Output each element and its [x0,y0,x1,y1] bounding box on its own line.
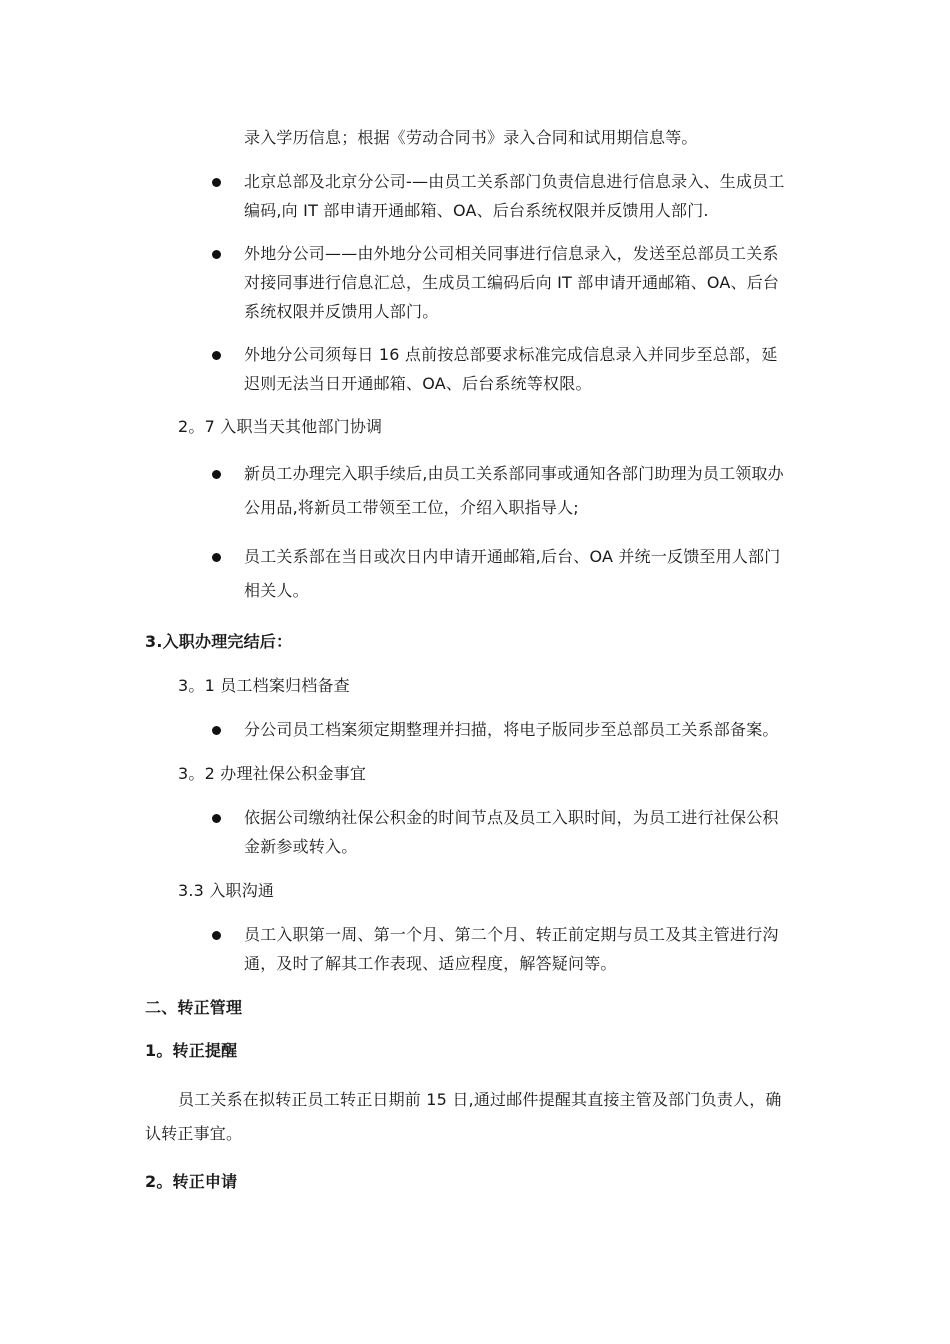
list-item-line: 北京总部及北京分公司-—由员工关系部门负责信息进行信息录入、生成员工 [244,172,785,191]
part-heading: 二、转正管理 [145,998,243,1017]
list-item-line: 员工入职第一周、第一个月、第二个月、转正前定期与员工及其主管进行沟 [244,925,779,944]
list-item-line: 外地分公司——由外地分公司相关同事进行信息录入，发送至总部员工关系 [244,244,779,263]
bullet-dot [212,178,221,187]
list-item-line: 外地分公司须每日 16 点前按总部要求标准完成信息录入并同步至总部，延 [244,345,778,364]
list-item-line: 相关人。 [244,581,309,600]
list-item-line: 新员工办理完入职手续后,由员工关系部同事或通知各部门助理为员工领取办 [244,464,784,483]
subsection-heading: 2。7 入职当天其他部门协调 [178,417,383,436]
paragraph-line: 认转正事宜。 [145,1124,243,1143]
section-heading: 2。转正申请 [145,1172,238,1191]
subsection-heading: 3。2 办理社保公积金事宜 [178,764,367,783]
list-item-line: 依据公司缴纳社保公积金的时间节点及员工入职时间，为员工进行社保公积 [244,808,779,827]
list-item-line: 金新参或转入。 [244,837,358,856]
list-item-line: 迟则无法当日开通邮箱、OA、后台系统等权限。 [244,374,592,393]
bullet-dot [212,470,221,479]
bullet-dot [212,931,221,940]
list-item-line: 分公司员工档案须定期整理并扫描，将电子版同步至总部员工关系部备案。 [244,720,779,739]
list-item-line: 系统权限并反馈用人部门。 [244,302,439,321]
list-item-line: 员工关系部在当日或次日内申请开通邮箱,后台、OA 并统一反馈至用人部门 [244,547,781,566]
subsection-heading: 3.3 入职沟通 [178,881,275,900]
bullet-dot [212,250,221,259]
list-item-line: 通，及时了解其工作表现、适应程度，解答疑问等。 [244,954,617,973]
bullet-dot [212,351,221,360]
list-item-line: 公用品,将新员工带领至工位，介绍入职指导人; [244,498,579,517]
bullet-dot [212,726,221,735]
subsection-heading: 3。1 员工档案归档备查 [178,676,350,695]
list-item-line: 编码,向 IT 部申请开通邮箱、OA、后台系统权限并反馈用人部门. [244,201,709,220]
bullet-dot [212,553,221,562]
section-heading: 3.入职办理完结后： [145,632,293,651]
section-heading: 1。转正提醒 [145,1041,238,1060]
bullet-dot [212,814,221,823]
list-item-line: 对接同事进行信息汇总，生成员工编码后向 IT 部申请开通邮箱、OA、后台 [244,273,780,292]
paragraph-line: 员工关系在拟转正员工转正日期前 15 日,通过邮件提醒其直接主管及部门负责人，确 [178,1090,782,1109]
text-line: 录入学历信息；根据《劳动合同书》录入合同和试用期信息等。 [244,128,698,147]
